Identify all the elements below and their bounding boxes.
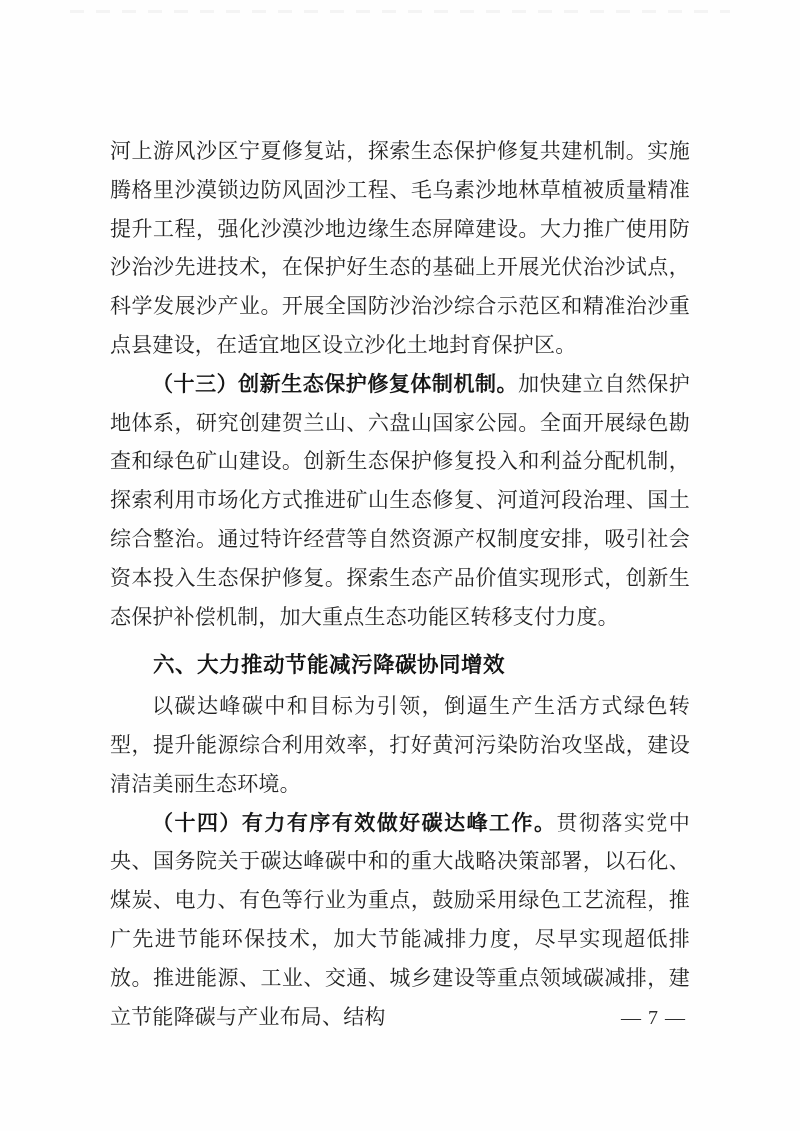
scan-artifact	[70, 10, 730, 13]
item-14-lead: （十四）有力有序有效做好碳达峰工作。	[152, 810, 557, 835]
item-14-body: 贯彻落实党中央、国务院关于碳达峰碳中和的重大战略决策部署，以石化、煤炭、电力、有色等行业为重点，鼓励采用绿色工艺流程，推广先进节能环保技术，加大节能减排力度，尽早实现超低排放。推进能源、工业、交通、城乡建设等重点领域碳减排，建立节能降碳与产业布局、结构	[110, 810, 690, 1029]
paragraph-continuation: 河上游风沙区宁夏修复站，探索生态保护修复共建机制。实施腾格里沙漠锁边防风固沙工程、毛乌素沙地林草植被质量精准提升工程，强化沙漠沙地边缘生态屏障建设。大力推广使用防沙治沙先进技术，在保护好生态的基础上开展光伏治沙试点，科学发展沙产业。开展全国防沙治沙综合示范区和精准治沙重点县建设，在适宜地区设立沙化土地封育保护区。	[110, 139, 690, 357]
page-number: — 7 —	[621, 1007, 686, 1029]
paragraph-section-6-intro: 以碳达峰碳中和目标为引领，倒逼生产生活方式绿色转型，提升能源综合利用效率，打好黄河污染防治攻坚战，建设清洁美丽生态环境。	[110, 694, 690, 796]
item-13-body: 加快建立自然保护地体系，研究创建贺兰山、六盘山国家公园。全面开展绿色勘查和绿色矿山建设。创新生态保护修复投入和利益分配机制，探索利用市场化方式推进矿山生态修复、河道河段治理、国土综合整治。通过特许经营等自然资源产权制度安排，吸引社会资本投入生态保护修复。探索生态产品价值实现形式，创新生态保护补偿机制，加大重点生态功能区转移支付力度。	[110, 371, 690, 629]
section-6-heading: 六、大力推动节能减污降碳协同增效	[153, 653, 506, 678]
item-13-lead: （十三）创新生态保护修复体制机制。	[152, 371, 519, 396]
document-body	[110, 132, 690, 1036]
paragraph-item-13	[110, 365, 690, 637]
paragraph-item-14	[110, 804, 690, 1037]
